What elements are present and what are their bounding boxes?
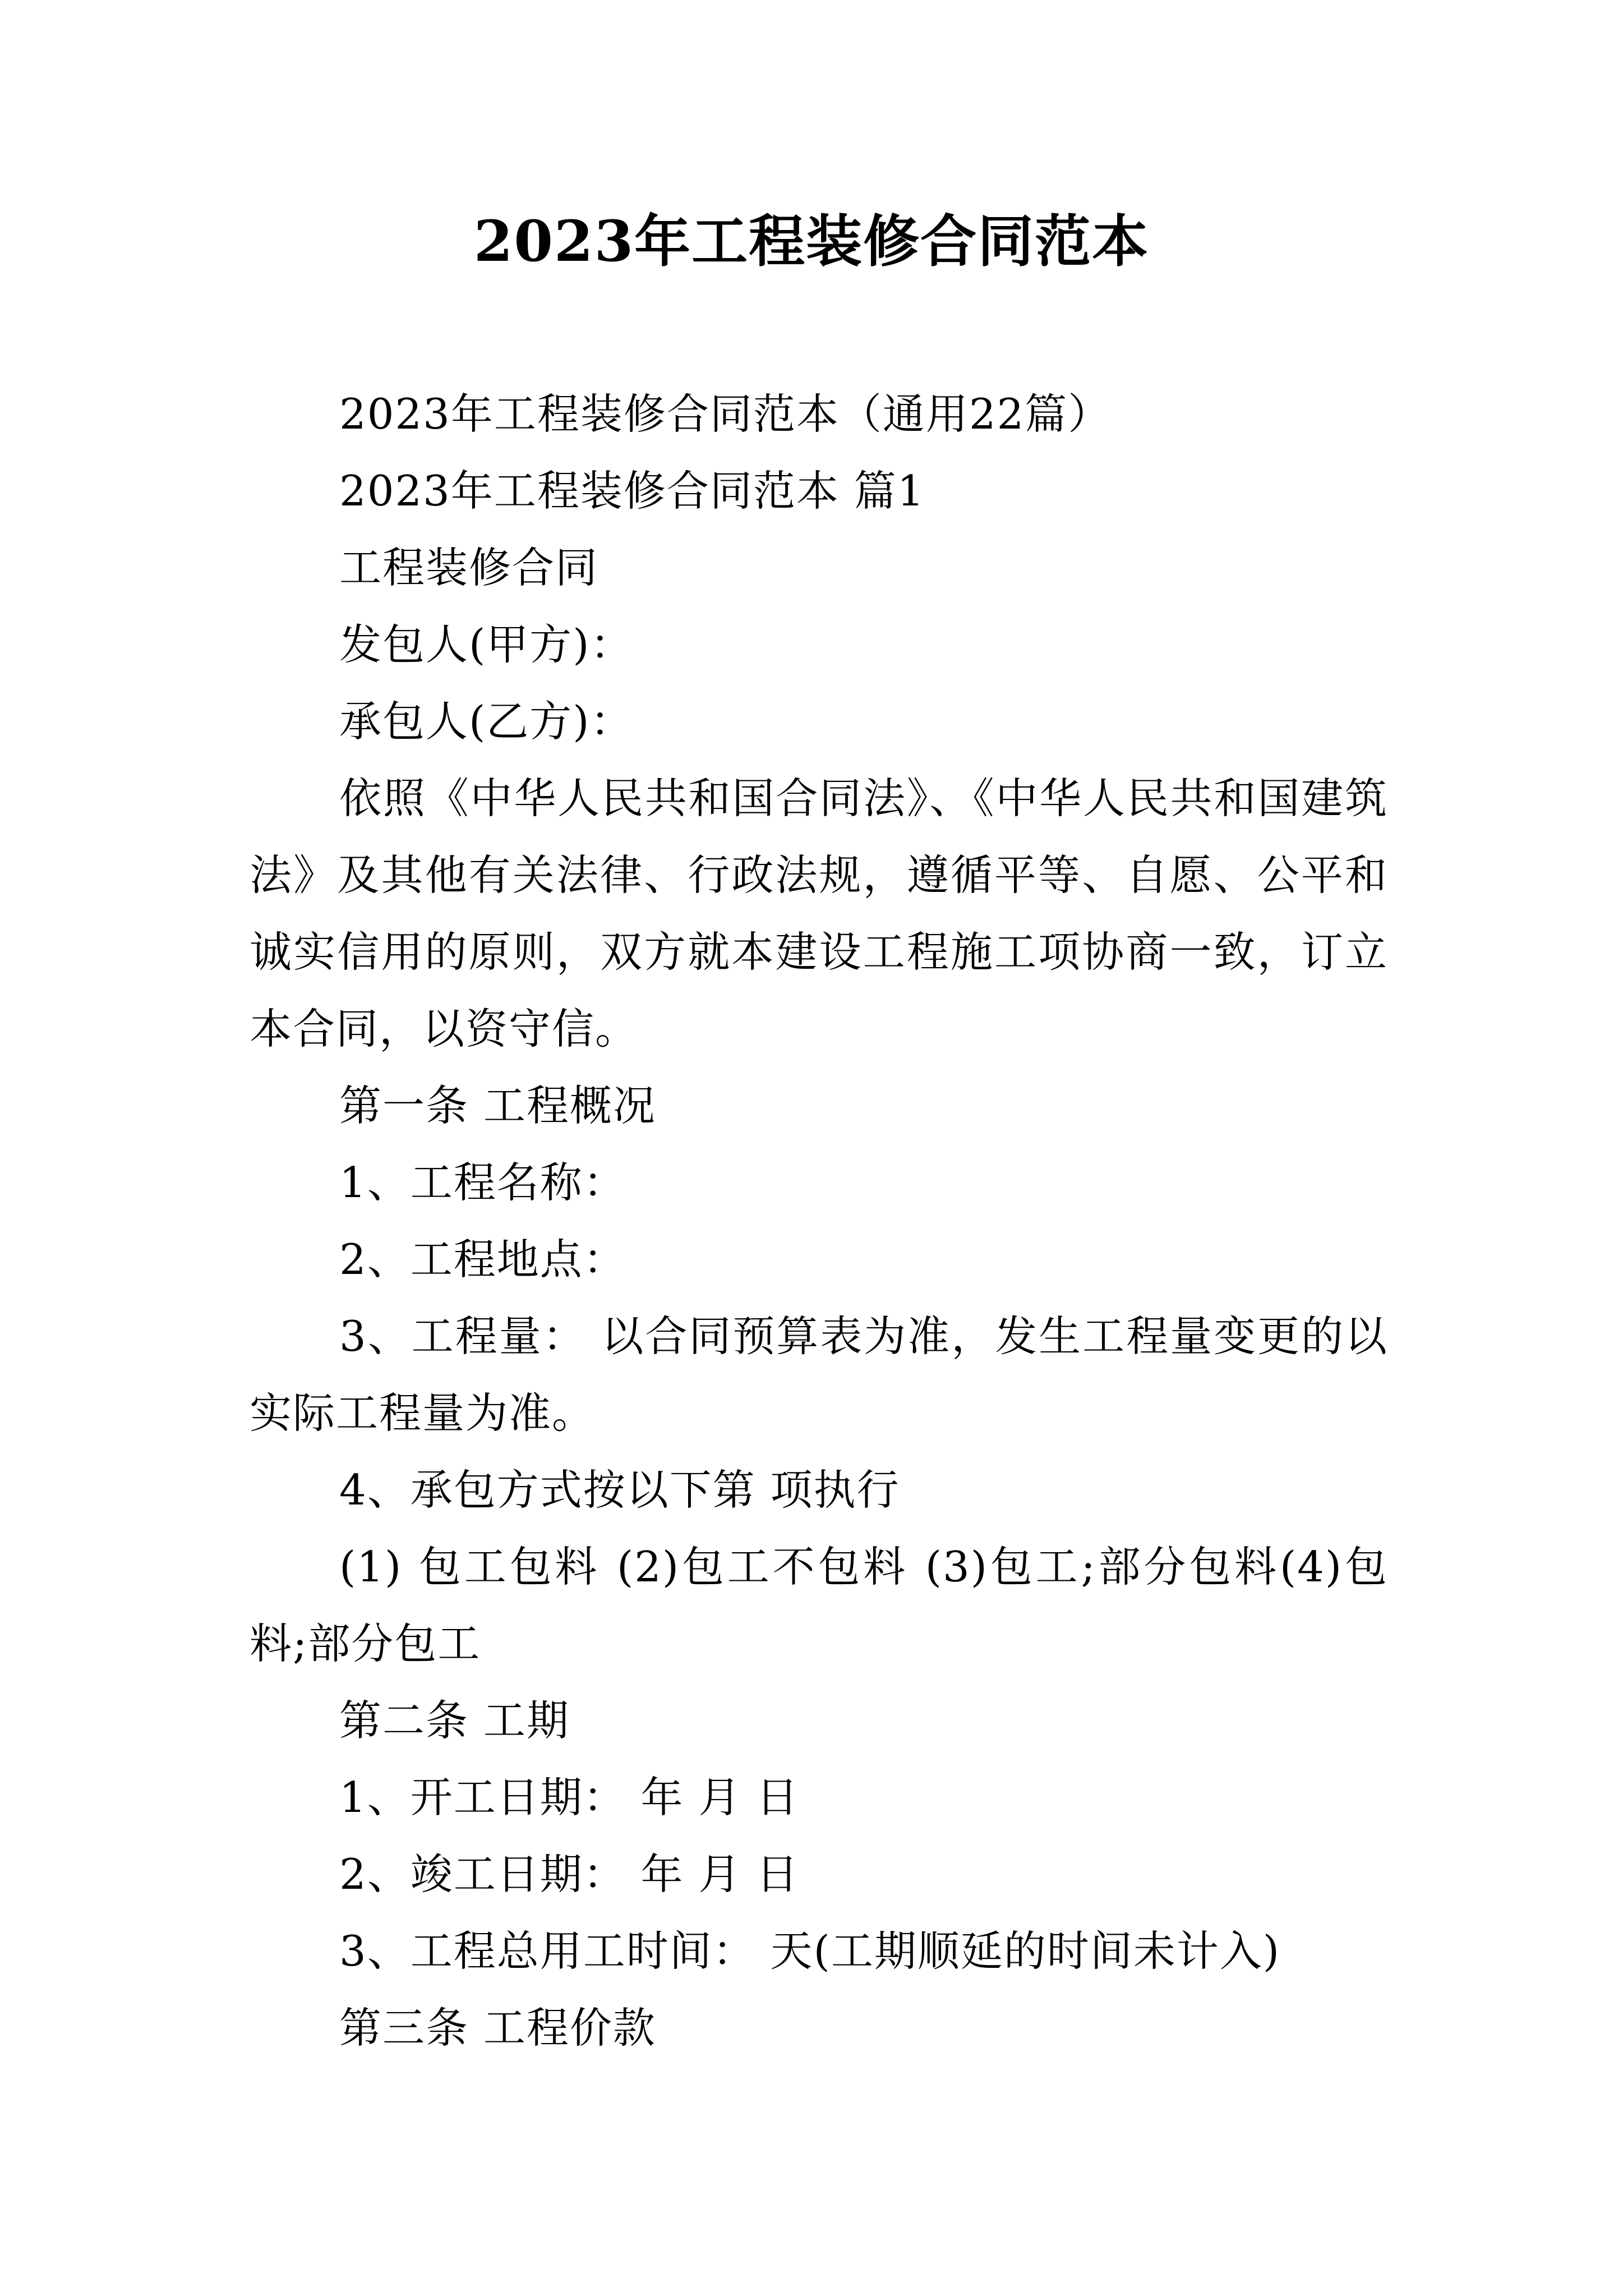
preamble-paragraph: 依照《中华人民共和国合同法》、《中华人民共和国建筑法》及其他有关法律、行政法规，遵循平等、自愿、公平和诚实信用的原则，双方就本建设工程施工项协商一致，订立本合同，以资守信。 <box>250 774 1388 1053</box>
article-3-heading: 第三条 工程价款 <box>339 2003 656 2053</box>
party-b-line: 承包人(乙方)： <box>339 697 634 746</box>
start-date-line: 1、开工日期： 年 月 日 <box>339 1773 800 1822</box>
article-2-heading: 第二条 工期 <box>339 1696 570 1745</box>
contract-method-options: (1) 包工包料 (2)包工不包料 (3)包工;部分包料(4)包料;部分包工 <box>250 1542 1388 1668</box>
completion-date-line: 2、竣工日期： 年 月 日 <box>339 1849 800 1899</box>
document-body <box>250 376 1388 2067</box>
section-heading-part-1: 2023年工程装修合同范本 篇1 <box>339 466 925 516</box>
document-title: 2023年工程装修合同范本 <box>473 208 1150 274</box>
total-duration-line: 3、工程总用工时间： 天(工期顺延的时间未计入) <box>339 1926 1281 1976</box>
party-a-line: 发包人(甲方)： <box>339 620 634 669</box>
contract-method-line: 4、承包方式按以下第 项执行 <box>339 1465 900 1515</box>
project-name-line: 1、工程名称： <box>339 1158 626 1207</box>
doc-subtitle: 2023年工程装修合同范本（通用22篇） <box>339 389 1112 439</box>
project-location-line: 2、工程地点： <box>339 1235 626 1284</box>
contract-name: 工程装修合同 <box>339 543 599 592</box>
project-quantity-paragraph: 3、工程量： 以合同预算表为准，发生工程量变更的以实际工程量为准。 <box>250 1312 1388 1438</box>
article-1-heading: 第一条 工程概况 <box>339 1081 656 1130</box>
